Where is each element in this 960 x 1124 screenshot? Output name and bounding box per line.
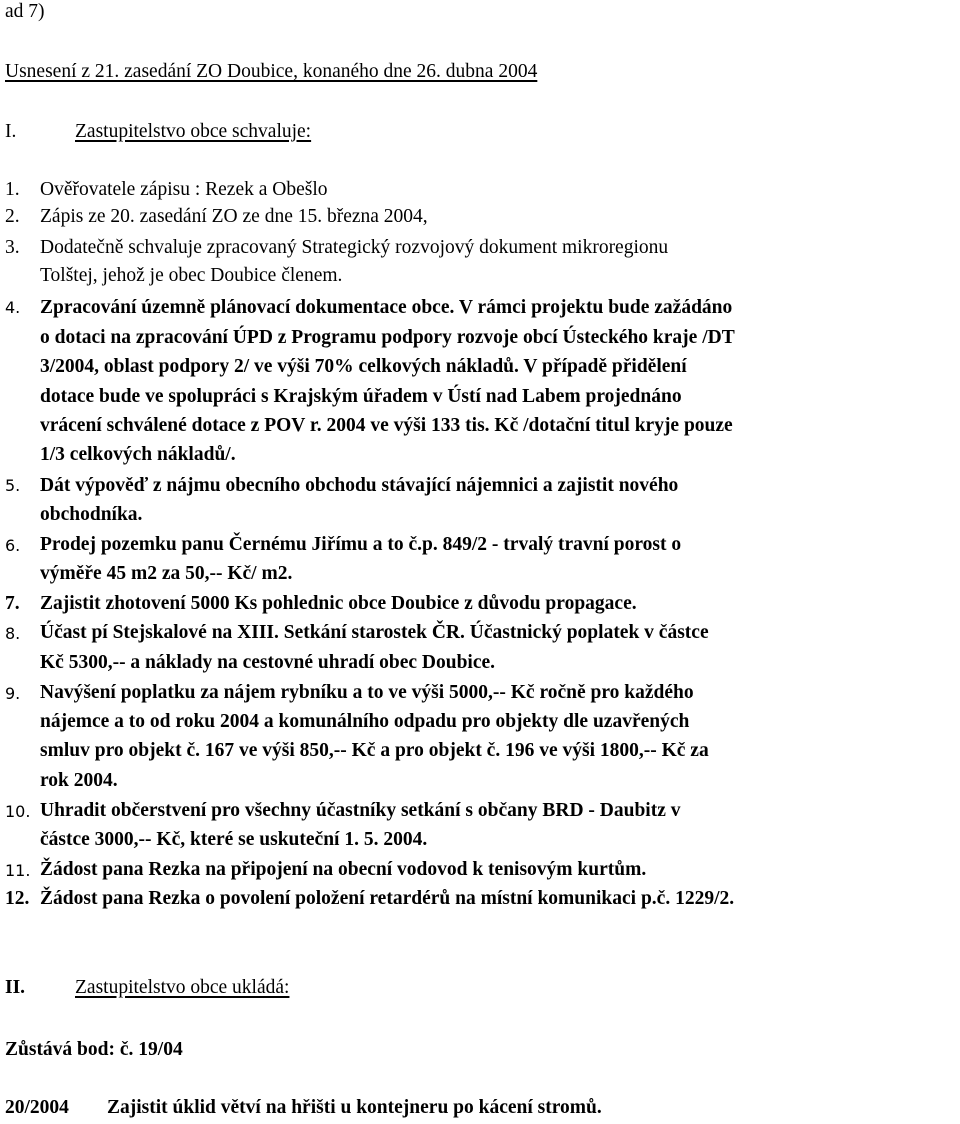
item-text: výměře 45 m2 za 50,-- Kč/ m2. bbox=[40, 563, 293, 584]
document-reference: ad 7) bbox=[5, 1, 45, 22]
item-text: Tolštej, jehož je obec Doubice členem. bbox=[40, 265, 343, 286]
item-text: 1/3 celkových nákladů/. bbox=[40, 444, 236, 465]
item-number: 12. bbox=[5, 888, 30, 909]
item-text: obchodníka. bbox=[40, 504, 143, 525]
item-number: 8. bbox=[5, 624, 21, 643]
item-text: Uhradit občerstvení pro všechny účastníky setkání s občany BRD - Daubitz v bbox=[40, 800, 681, 821]
item-number: 1. bbox=[5, 179, 20, 200]
item-number: 5. bbox=[5, 476, 21, 495]
item-number: 9. bbox=[5, 684, 21, 703]
item-text: nájemce a to od roku 2004 a komunálního odpadu pro objekty dle uzavřených bbox=[40, 711, 690, 732]
item-text: Navýšení poplatku za nájem rybníku a to ve výši 5000,-- Kč ročně pro každého bbox=[40, 682, 694, 703]
item-text: Žádost pana Rezka o povolení položení retardérů na místní komunikaci p.č. 1229/2. bbox=[40, 888, 735, 909]
item-number: 6. bbox=[5, 536, 21, 555]
item-text: rok 2004. bbox=[40, 770, 118, 791]
item-text: částce 3000,-- Kč, které se uskuteční 1. 5. 2004. bbox=[40, 829, 428, 850]
item-text: Zajistit zhotovení 5000 Ks pohlednic obce Doubice z důvodu propagace. bbox=[40, 593, 637, 614]
section-1-heading: Zastupitelstvo obce schvaluje: bbox=[75, 121, 312, 142]
item-text: Dodatečně schvaluje zpracovaný Strategický rozvojový dokument mikroregionu bbox=[40, 237, 669, 258]
item-text: Prodej pozemku panu Černému Jiřímu a to č.p. 849/2 - trvalý travní porost o bbox=[40, 534, 682, 555]
item-text: Zpracování územně plánovací dokumentace obce. V rámci projektu bude zažádáno bbox=[40, 297, 733, 318]
remaining-item-label: Zůstává bod: č. 19/04 bbox=[5, 1039, 183, 1060]
section-1-number: I. bbox=[5, 121, 17, 142]
section-2-number: II. bbox=[5, 977, 26, 998]
item-number: 11. bbox=[5, 861, 31, 880]
item-text: Zápis ze 20. zasedání ZO ze dne 15. března 2004, bbox=[40, 206, 428, 227]
item-text: Kč 5300,-- a náklady na cestovné uhradí obec Doubice. bbox=[40, 652, 496, 673]
section-2-heading: Zastupitelstvo obce ukládá: bbox=[75, 977, 290, 998]
item-number: 10. bbox=[5, 802, 31, 821]
item-text: smluv pro objekt č. 167 ve výši 850,-- Kč a pro objekt č. 196 ve výši 1800,-- Kč za bbox=[40, 740, 709, 761]
task-number: 20/2004 bbox=[5, 1097, 69, 1118]
task-text: Zajistit úklid větví na hřišti u kontejneru po kácení stromů. bbox=[107, 1097, 602, 1118]
item-text: vrácení schválené dotace z POV r. 2004 ve výši 133 tis. Kč /dotační titul kryje pouze bbox=[40, 415, 733, 436]
document-title: Usnesení z 21. zasedání ZO Doubice, konaného dne 26. dubna 2004 bbox=[5, 61, 538, 82]
item-number: 2. bbox=[5, 206, 20, 227]
item-text: 3/2004, oblast podpory 2/ ve výši 70% celkových nákladů. V případě přidělení bbox=[40, 356, 687, 377]
item-text: Žádost pana Rezka na připojení na obecní vodovod k tenisovým kurtům. bbox=[40, 859, 647, 880]
item-number: 4. bbox=[5, 298, 21, 317]
item-text: o dotaci na zpracování ÚPD z Programu podpory rozvoje obcí Ústeckého kraje /DT bbox=[40, 327, 735, 348]
item-text: Ověřovatele zápisu : Rezek a Obešlo bbox=[40, 179, 328, 200]
item-text: dotace bude ve spolupráci s Krajským úřadem v Ústí nad Labem projednáno bbox=[40, 386, 682, 407]
item-text: Dát výpověď z nájmu obecního obchodu stávající nájemnici a zajistit nového bbox=[40, 475, 679, 496]
item-text: Účast pí Stejskalové na XIII. Setkání starostek ČR. Účastnický poplatek v částce bbox=[40, 622, 709, 643]
item-number: 7. bbox=[5, 593, 20, 614]
item-number: 3. bbox=[5, 237, 20, 258]
